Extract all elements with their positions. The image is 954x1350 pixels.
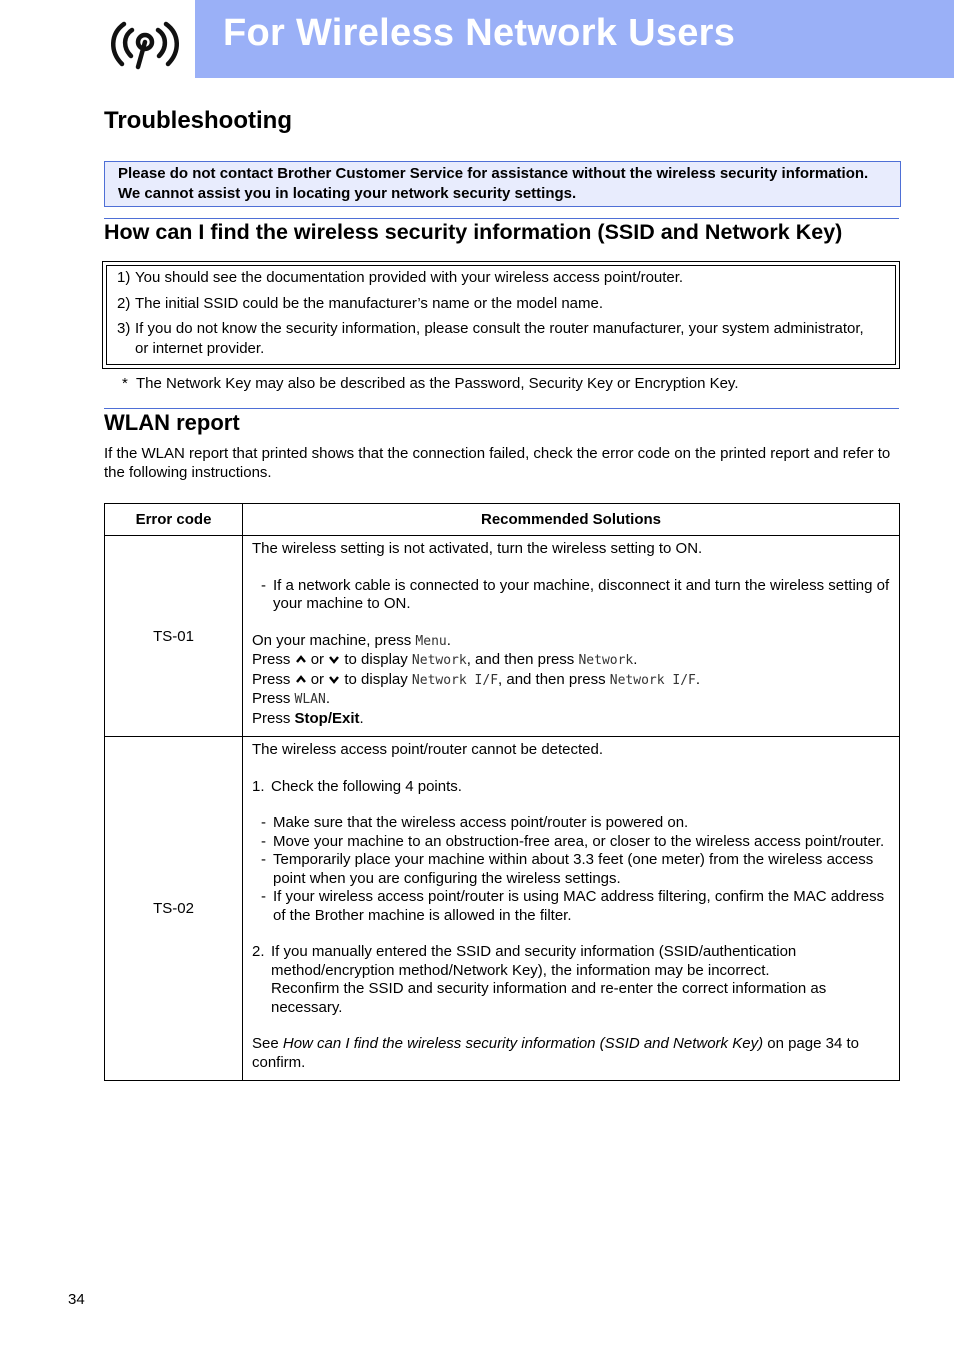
solution-cell (243, 737, 900, 1081)
cross-reference: How can I find the wireless security information (SSID and Network Key) (282, 1035, 764, 1052)
list-item (252, 814, 896, 833)
step-text: or (310, 670, 325, 688)
step-text: Press (252, 690, 291, 707)
footnote-mark: * (122, 375, 128, 392)
menu-key: Network (411, 653, 467, 668)
step-punct: . (695, 670, 701, 688)
item-text: Reconfirm the SSID and security information and re-enter the correct information as necessary. (271, 980, 827, 1016)
column-header-error-code: Error code (105, 504, 243, 536)
solution-text: The wireless access point/router cannot be detected. (252, 741, 604, 758)
menu-key: WLAN (294, 692, 326, 707)
item-number: 2. (252, 943, 265, 960)
bullet-text: Make sure that the wireless access point/router is powered on. (273, 814, 689, 831)
column-header-solutions: Recommended Solutions (243, 504, 900, 536)
ssid-item (117, 294, 877, 314)
item-text: Check the following 4 points. (271, 777, 462, 795)
warning-box: Please do not contact Brother Customer Service for assistance without the wireless security information. We cannot assist you in locating your network security settings. (104, 161, 901, 207)
section-heading-troubleshooting: Troubleshooting (104, 107, 292, 134)
error-code-cell: TS-01 (105, 536, 243, 737)
step-text: Press (252, 651, 291, 668)
down-arrow-icon (328, 653, 340, 665)
ssid-item-text: You should see the documentation provided with your wireless access point/router. (135, 269, 684, 286)
bullet-text: If a network cable is connected to your machine, disconnect it and turn the wireless setting of your machine to ON. (273, 576, 890, 612)
step-text: on page 34 to confirm. (252, 1035, 859, 1071)
menu-key: Network I/F (411, 672, 499, 688)
step-text: to display (344, 670, 408, 688)
instruction-step (252, 690, 896, 710)
bullet-dash: - (261, 851, 266, 868)
ssid-item-number: 1) (117, 269, 131, 286)
step-text: to display (344, 651, 408, 668)
list-item (252, 851, 896, 888)
step-text: Press (252, 709, 291, 727)
section-heading-wlan: WLAN report (104, 410, 240, 435)
list-item (252, 888, 896, 925)
bullet-text: Temporarily place your machine within about 3.3 feet (one meter) from the wireless access point when you are configuring the wireless settings. (273, 851, 874, 887)
header-band (195, 0, 954, 78)
step-text: On your machine, press (252, 631, 412, 649)
step-text: , and then press (498, 670, 606, 688)
page-number: 34 (68, 1291, 85, 1308)
stop-exit-key: Stop/Exit (294, 709, 360, 727)
footnote-text: The Network Key may also be described as the Password, Security Key or Encryption Key. (136, 375, 739, 392)
ssid-item-number: 2) (117, 295, 131, 312)
step-punct: . (446, 631, 451, 649)
bullet-dash: - (261, 888, 266, 905)
step-text: or (310, 651, 325, 668)
page-title: For Wireless Network Users (223, 12, 736, 54)
ssid-item-number: 3) (117, 320, 131, 337)
section-heading-ssid: How can I find the wireless security information (SSID and Network Key) (104, 220, 843, 244)
table-row (105, 536, 900, 737)
step-punct: . (359, 709, 364, 727)
solution-cell (243, 536, 900, 737)
ssid-item (117, 268, 877, 288)
instruction-step (252, 651, 896, 671)
list-item (252, 833, 896, 852)
ssid-item (117, 319, 877, 359)
menu-key: Network (578, 653, 634, 668)
menu-key: Menu (415, 633, 447, 649)
step-text: , and then press (466, 651, 575, 668)
table-header-row (105, 504, 900, 536)
step-text: See (252, 1035, 279, 1052)
bullet-dash: - (261, 814, 266, 831)
footnote (122, 374, 739, 394)
step-punct: . (325, 690, 330, 707)
divider (104, 218, 899, 219)
bullet-dash: - (261, 832, 266, 850)
ssid-item-text: If you do not know the security information, please consult the router manufacturer, your system administrator, or internet provider. (135, 320, 864, 357)
numbered-item (252, 778, 896, 797)
error-code-cell: TS-02 (105, 737, 243, 1081)
divider (104, 408, 899, 409)
instruction-step (252, 710, 896, 729)
down-arrow-icon (328, 673, 340, 685)
bullet-dash: - (261, 576, 266, 594)
menu-key: Network I/F (609, 672, 696, 688)
up-arrow-icon (295, 653, 307, 665)
list-item (252, 577, 896, 614)
wlan-intro: If the WLAN report that printed shows that the connection failed, check the error code on the printed report and refer to the following instructions. (104, 445, 891, 481)
solution-text: The wireless setting is not activated, turn the wireless setting to ON. (252, 540, 703, 557)
see-reference (252, 1035, 896, 1072)
instruction-step (252, 632, 896, 652)
numbered-item (252, 943, 896, 1017)
bullet-text: If your wireless access point/router is using MAC address filtering, confirm the MAC address of the Brother machine is allowed in the filter. (273, 888, 885, 924)
item-text: If you manually entered the SSID and security information (SSID/authentication method/encryption method/Network Key), the information may be incorrect. (271, 943, 797, 979)
item-number: 1. (252, 777, 265, 795)
wireless-antenna-icon (102, 12, 188, 72)
up-arrow-icon (295, 673, 307, 685)
step-text: Press (252, 670, 291, 688)
bullet-text: Move your machine to an obstruction-free area, or closer to the wireless access point/router. (273, 832, 885, 850)
instruction-step (252, 671, 896, 691)
table-row (105, 737, 900, 1081)
error-code-table (104, 503, 900, 1081)
ssid-info-box (102, 261, 900, 369)
step-punct: . (633, 651, 638, 668)
ssid-item-text: The initial SSID could be the manufacturer’s name or the model name. (135, 295, 604, 312)
